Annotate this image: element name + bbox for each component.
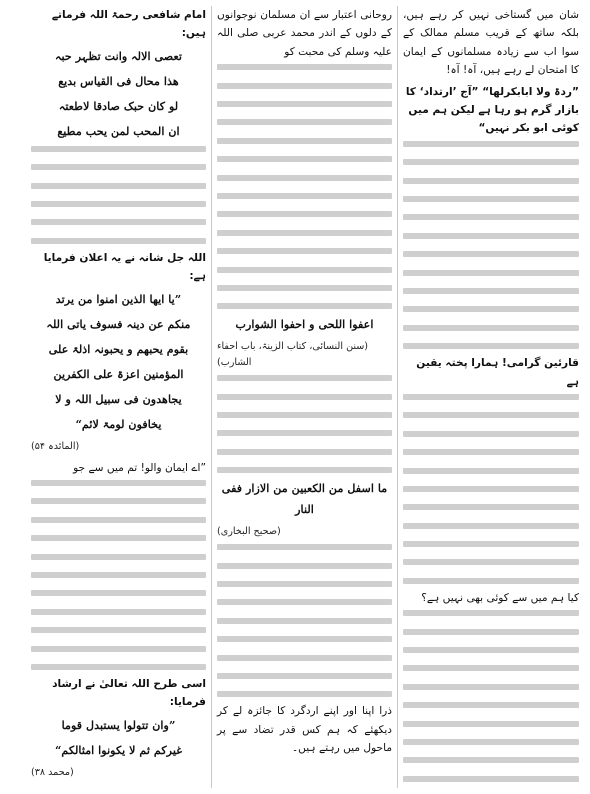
muhammad-citation: (محمد ۳۸): [31, 766, 74, 778]
imam-shafii-heading: امام شافعی رحمۃ اللہ فرماتے ہیں:: [51, 9, 206, 40]
column-right-question-heading: قارئین گرامی! ہمارا پختہ یقین ہے: [416, 357, 579, 388]
column-left-body-lines-1: [31, 146, 206, 244]
maidah-citation: (المائدہ ۵۴): [31, 440, 80, 452]
quran-verse-maidah: [31, 289, 206, 435]
quran-verse-muhammad: [31, 715, 206, 761]
second-ayah-heading: اسی طرح اللہ تعالیٰ نے ارشاد فرمایا:: [52, 677, 206, 709]
column-right-slogan: ”ردۃ ولا ابابکرلھا“ ”آج ’ارتداد‘ کا بازار گرم ہو رہا ہے لیکن ہم میں کوئی ابو بکر نہیں“: [405, 85, 579, 135]
shafii-poem: [31, 46, 206, 142]
final-verse-line: غیرکم ثم لا یکونوا امثالکم“: [54, 742, 183, 757]
quran-verse-line: یخافون لومۃ لائم“: [75, 416, 162, 431]
poem-line: لو کان حبک صادقا لاطعتہ: [58, 98, 179, 113]
quran-verse-line: المؤمنین اعزۃ علی الکفرین: [53, 366, 184, 381]
poem-line: تعصی الالہ وانت تظہر حبہ: [54, 48, 183, 63]
column-right: [398, 6, 584, 788]
hadith-izaar-citation: (صحیح البخاری): [217, 526, 281, 538]
newspaper-page: [6, 6, 584, 788]
column-middle-body-lines-3: [217, 544, 392, 697]
quran-verse-line: ”یا ایھا الذین امنوا من یرتد: [55, 291, 182, 306]
final-verse-line: ”وان تتولوا یستبدل قوما: [61, 717, 176, 732]
column-right-opening: شان میں گستاخی نہیں کر رہے ہیں، بلکہ ساتھ کے قریب مسلم ممالک کے سوا اب سے زیادہ مسلمانوں کے ایمان کا امتحان لے رہے ہیں، آہ! آہ!: [403, 9, 579, 77]
column-left-body-lines-2: [31, 480, 206, 670]
hadith-beard-verse: اعفوا اللحی و احفوا الشوارب: [235, 317, 374, 332]
hadith-beard-citation: (سنن النسائی، کتاب الزینۃ، باب احفاء الشارب): [217, 341, 369, 369]
hadith-izaar-verse: ما اسفل من الکعبین من الازار ففی النار: [221, 481, 388, 517]
column-right-body-lines-1: [403, 141, 579, 349]
column-middle-closing: ذرا اپنا اور اپنے اردگرد کا جائزہ لے کر دیکھئے کہ ہم کس قدر تضاد سے پر ماحول میں رہتے ہیں۔: [217, 705, 392, 755]
column-right-closing: کیا ہم میں سے کوئی بھی نہیں ہے؟: [421, 591, 579, 604]
allah-says-heading: اللہ جل شانہ نے یہ اعلان فرمایا ہے:: [43, 251, 206, 283]
column-middle: [212, 6, 398, 788]
quran-verse-line: منکم عن دینہ فسوف یاتی اللہ: [46, 316, 191, 331]
poem-line: ان المحب لمن یحب مطیع: [57, 123, 180, 138]
column-middle-body-lines-1: [217, 64, 392, 309]
column-middle-opening: روحانی اعتبار سے ان مسلمان نوجوانوں کے دلوں کے اندر محمد عربی صلی اللہ علیہ وسلم کی محبت کو: [217, 9, 392, 58]
column-right-body-lines-3: [403, 610, 579, 788]
translation-opening: ”اے ایمان والو! تم میں سے جو: [73, 461, 206, 474]
column-right-body-lines-2: [403, 394, 579, 584]
quran-verse-line: یجاھدون فی سبیل اللہ و لا: [55, 391, 182, 406]
column-middle-body-lines-2: [217, 375, 392, 473]
quran-verse-line: بقوم یحبھم و یحبونہ اذلۃ علی: [48, 341, 189, 356]
poem-line: ھذا محال فی القیاس بدیع: [58, 73, 179, 88]
column-left: [26, 6, 212, 788]
